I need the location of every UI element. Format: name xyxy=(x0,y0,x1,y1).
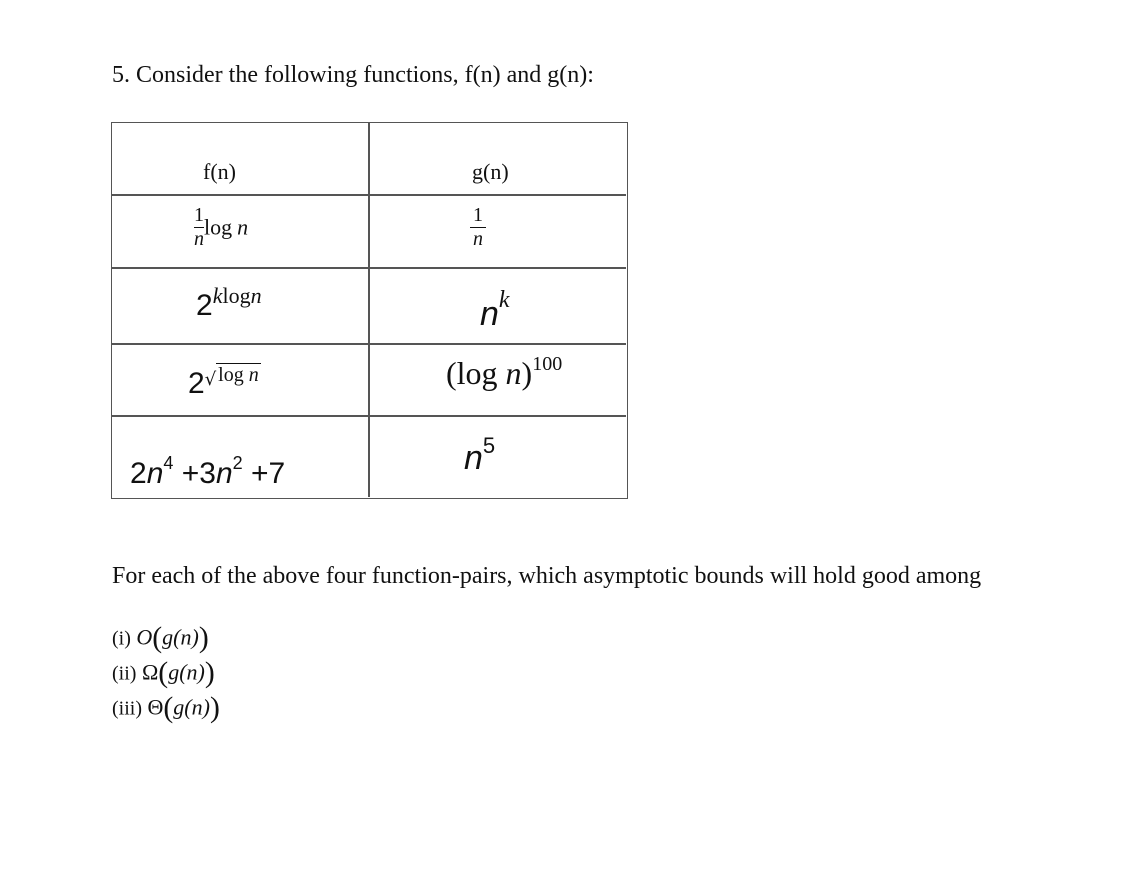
option-iii: (iii) Θ(g(n)) xyxy=(112,692,220,724)
g-row1 xyxy=(470,205,486,250)
f-row1 xyxy=(194,205,248,250)
table-divider-row2 xyxy=(112,267,626,269)
fraction: $\frac{1}{n}$ xyxy=(194,204,204,250)
option-inner: g(n) xyxy=(162,624,199,650)
log-text: log xyxy=(204,214,233,240)
log-text: log xyxy=(456,355,498,391)
base-2: 2 xyxy=(196,289,213,322)
g-row3 xyxy=(446,353,563,391)
g-row2 xyxy=(480,281,510,333)
close-paren: ) xyxy=(521,355,533,391)
table-divider-row1 xyxy=(112,194,626,196)
g-row4 xyxy=(464,427,496,477)
theta-symbol: Θ xyxy=(147,694,164,720)
functions-table xyxy=(111,122,628,499)
table-divider-row4 xyxy=(112,415,626,417)
table-divider-vertical xyxy=(368,123,370,497)
exponent: klogn xyxy=(212,283,262,308)
radical-content: log n xyxy=(218,364,259,386)
open-paren: ( xyxy=(446,355,457,391)
header-f: f(n) xyxy=(203,159,236,184)
instructions-text: For each of the above four function-pairs, which asymptotic bounds will hold good among xyxy=(112,563,982,589)
exponent-5: 5 xyxy=(482,433,496,458)
question-text: 5. Consider the following functions, f(n) and g(n): xyxy=(112,62,594,88)
base-2: 2 xyxy=(188,367,205,400)
var-n: n xyxy=(237,214,249,240)
exponent-k: k xyxy=(498,287,510,313)
var-n: n xyxy=(505,355,522,391)
table-divider-row3 xyxy=(112,343,626,345)
fraction: $\frac{1}{n}$ xyxy=(470,205,486,250)
exponent-100: 100 xyxy=(532,353,563,375)
option-inner: g(n) xyxy=(168,659,205,685)
f-row3 xyxy=(188,359,261,400)
option-label: (i) xyxy=(112,627,131,650)
omega-symbol: Ω xyxy=(141,659,159,685)
option-i: (i) O(g(n)) xyxy=(112,622,209,654)
base-n: n xyxy=(464,439,483,477)
f-row2 xyxy=(196,285,262,321)
header-g: g(n) xyxy=(472,159,509,184)
base-n: n xyxy=(480,295,499,333)
big-o-symbol: O xyxy=(136,624,153,650)
option-label: (iii) xyxy=(112,697,142,720)
f-row4: $2n^4 +3n^2 +7$ xyxy=(130,453,286,490)
radical-sign: √ xyxy=(204,369,217,390)
option-label: (ii) xyxy=(112,662,137,685)
option-inner: g(n) xyxy=(173,694,210,720)
option-ii: (ii) Ω(g(n)) xyxy=(112,657,215,689)
